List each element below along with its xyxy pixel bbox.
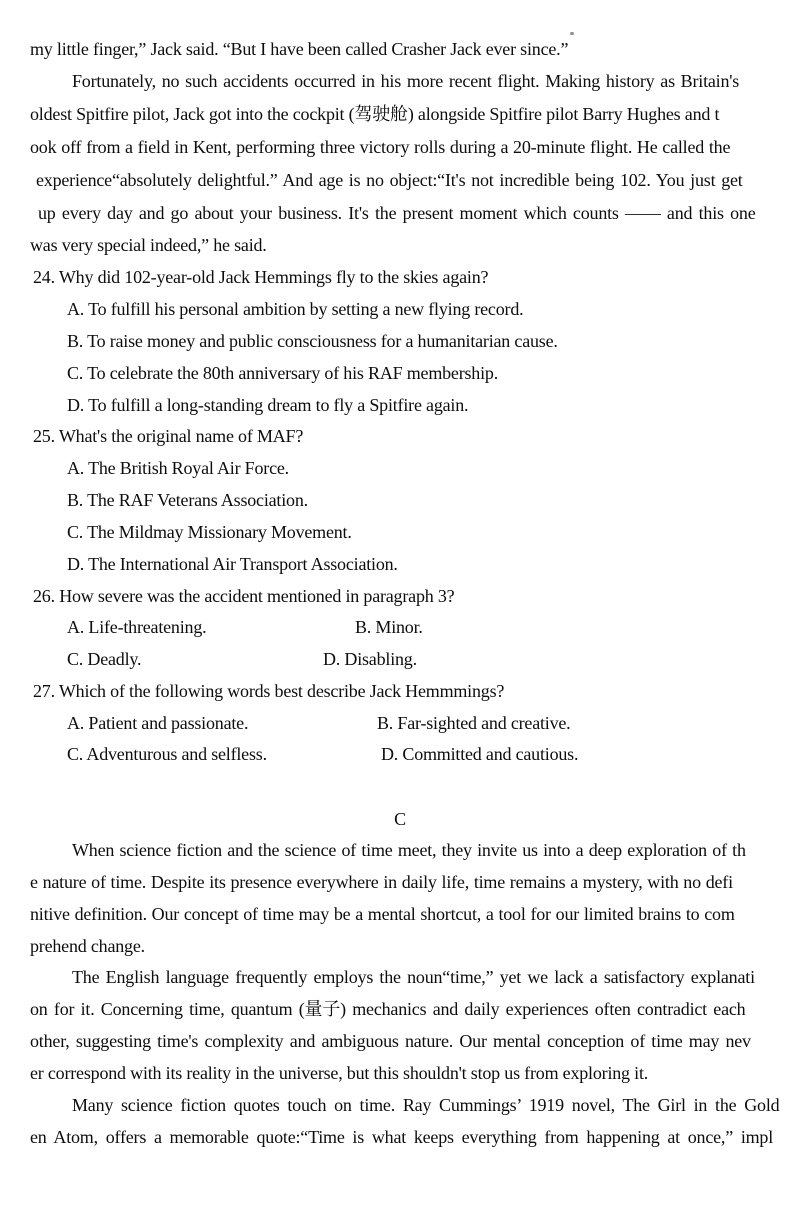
passage-c-line: Many science fiction quotes touch on time. Ray Cummings’ 1919 novel, The Girl in the Gold (72, 1095, 780, 1115)
passage-c-line: en Atom, offers a memorable quote:“Time is what keeps everything from happening at once,” impl (30, 1127, 774, 1147)
passage-c-line: prehend change. (30, 936, 145, 956)
question-27: 27. Which of the following words best describe Jack Hemmmings? (33, 681, 505, 701)
passage-c-line: When science fiction and the science of time meet, they invite us into a deep exploration of th (72, 840, 746, 860)
question-26: 26. How severe was the accident mentioned in paragraph 3? (33, 586, 455, 606)
question-27-option-d: D. Committed and cautious. (381, 744, 579, 764)
question-26-option-a: A. Life-threatening. (67, 617, 207, 637)
passage-b-line: up every day and go about your business. It's the present moment which counts —— and this one (38, 203, 756, 223)
question-24-option-d: D. To fulfill a long-standing dream to fly a Spitfire again. (67, 395, 469, 415)
passage-c-line: other, suggesting time's complexity and ambiguous nature. Our mental conception of time may nev (30, 1031, 751, 1051)
question-26-option-d: D. Disabling. (323, 649, 417, 669)
passage-c-line: e nature of time. Despite its presence everywhere in daily life, time remains a mystery, with no defi (30, 872, 733, 892)
question-27-option-b: B. Far-sighted and creative. (377, 713, 571, 733)
section-c-heading: C (394, 809, 406, 829)
passage-c-line: nitive definition. Our concept of time may be a mental shortcut, a tool for our limited brains to com (30, 904, 735, 924)
question-24-option-c: C. To celebrate the 80th anniversary of his RAF membership. (67, 363, 499, 383)
passage-b-line: was very special indeed,” he said. (30, 235, 267, 255)
question-24-option-b: B. To raise money and public consciousness for a humanitarian cause. (67, 331, 558, 351)
question-25-option-c: C. The Mildmay Missionary Movement. (67, 522, 352, 542)
question-26-option-c: C. Deadly. (67, 649, 142, 669)
question-24-option-a: A. To fulfill his personal ambition by setting a new flying record. (67, 299, 524, 319)
question-27-option-a: A. Patient and passionate. (67, 713, 249, 733)
passage-b-line: my little finger,” Jack said. “But I have been called Crasher Jack ever since.” (30, 39, 569, 59)
passage-b-line: Fortunately, no such accidents occurred in his more recent flight. Making history as Britain's (72, 71, 740, 91)
passage-c-line: The English language frequently employs the noun“time,” yet we lack a satisfactory explanati (72, 967, 755, 987)
question-25-option-b: B. The RAF Veterans Association. (67, 490, 308, 510)
passage-c-line: er correspond with its reality in the universe, but this shouldn't stop us from exploring it. (30, 1063, 649, 1083)
question-26-option-b: B. Minor. (355, 617, 423, 637)
question-25: 25. What's the original name of MAF? (33, 426, 304, 446)
question-27-option-c: C. Adventurous and selfless. (67, 744, 267, 764)
question-24: 24. Why did 102-year-old Jack Hemmings fly to the skies again? (33, 267, 489, 287)
question-25-option-d: D. The International Air Transport Association. (67, 554, 398, 574)
passage-b-line: oldest Spitfire pilot, Jack got into the cockpit (驾驶舱) alongside Spitfire pilot Barry Hughes and t (30, 104, 720, 124)
passage-b-line: experience“absolutely delightful.” And age is no object:“It's not incredible being 102. You just get (36, 170, 743, 190)
question-25-option-a: A. The British Royal Air Force. (67, 458, 289, 478)
passage-c-line: on for it. Concerning time, quantum (量子) mechanics and daily experiences often contradict each (30, 999, 746, 1019)
passage-b-line: ook off from a field in Kent, performing three victory rolls during a 20-minute flight. He called the (30, 137, 731, 157)
scan-artifact-dot (570, 32, 574, 35)
